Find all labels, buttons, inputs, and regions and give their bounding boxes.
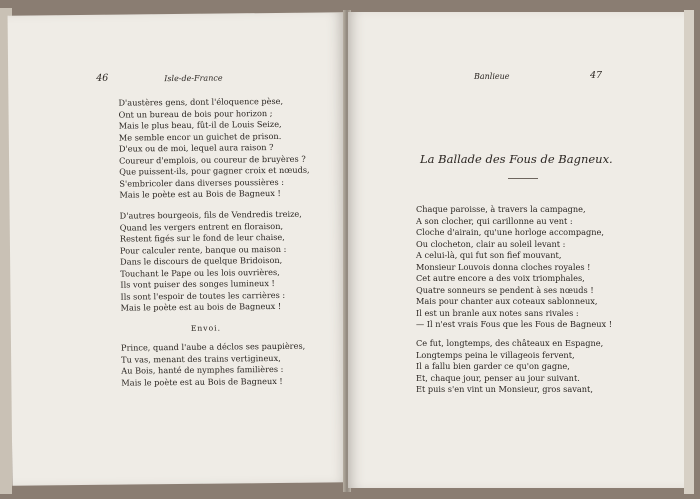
verse-line: Ou clocheton, clair au soleil levant : — [416, 238, 566, 249]
verse-line: Cet autre encore a des voix triomphales, — [416, 273, 585, 283]
verse-line: Monsieur Louvois donna cloches royales ! — [416, 261, 591, 272]
left-stanza-1 — [118, 96, 310, 201]
verse-line: Restent figés sur le fond de leur chaise, — [119, 231, 285, 244]
verse-line: Ils vont puiser des songes lumineux ! — [120, 277, 275, 290]
title-rule — [508, 178, 538, 179]
book-edge-right — [684, 10, 694, 494]
left-page — [8, 12, 349, 485]
left-running-head: Isle-de-France — [164, 73, 223, 84]
verse-line: D'austères gens, dont l'éloquence pèse, — [118, 95, 284, 108]
left-envoi — [121, 341, 306, 389]
verse-line: Ils sont l'espoir de toutes les carrières : — [120, 289, 286, 302]
verse-line: Mais le poète est au Bois de Bagneux ! — [119, 187, 281, 200]
verse-line: Ce fut, longtemps, des châteaux en Espagne, — [416, 338, 604, 348]
left-page-number: 46 — [96, 72, 109, 84]
verse-line: Dans le discours de quelque Bridoison, — [120, 254, 283, 267]
verse-line: Il a fallu bien garder ce qu'on gagne, — [416, 361, 570, 371]
verse-line: D'eux ou de moi, lequel aura raison ? — [118, 141, 274, 154]
verse-line: D'autres bourgeois, fils de Vendredis treize, — [119, 208, 302, 221]
verse-line: Coureur d'emplois, ou coureur de bruyères ? — [119, 153, 306, 166]
verse-line: Tu vas, menant des trains vertigineux, — [121, 352, 281, 365]
ballad-title: La Ballade des Fous de Bagneux. — [420, 152, 613, 166]
left-stanza-2 — [120, 209, 303, 314]
verse-line: Mais le plus beau, fût-il de Louis Seize, — [118, 118, 282, 131]
verse-line: Quand les vergers entrent en floraison, — [119, 220, 284, 233]
envoi-heading: Envoi. — [190, 323, 222, 333]
right-page — [348, 12, 684, 488]
verse-line: Et, chaque jour, penser au jour suivant. — [416, 372, 580, 383]
verse-line: Il est un branle aux notes sans rivales : — [416, 307, 579, 318]
verse-line: Au Bois, hanté de nymphes familières : — [121, 363, 284, 376]
verse-line: Chaque paroisse, à travers la campagne, — [416, 204, 586, 214]
verse-line: Me semble encor un guichet de prison. — [118, 130, 282, 143]
verse-line: Pour calculer rente, banque ou maison : — [119, 243, 287, 256]
verse-line: Cloche d'airain, qu'une horloge accompagne, — [416, 227, 604, 237]
verse-line: Mais pour chanter aux coteaux sablonneux, — [416, 296, 598, 306]
verse-line: A son clocher, qui carillonne au vent : — [416, 215, 573, 226]
right-page-number: 47 — [590, 70, 603, 81]
verse-line: Touchant le Pape ou les lois ouvrières, — [120, 266, 280, 279]
verse-line: Ont un bureau de bois pour horizon ; — [118, 107, 273, 120]
verse-line: A celui-là, qui fut son fief mouvant, — [416, 250, 562, 260]
verse-line: S'embricoler dans diverses poussières : — [119, 176, 285, 189]
verse-line: Prince, quand l'aube a déclos ses paupières, — [120, 340, 306, 353]
right-running-head: Banlieue — [474, 72, 510, 81]
right-stanza-1 — [416, 204, 612, 331]
verse-line: Mais le poète est au bois de Bagneux ! — [120, 300, 282, 313]
verse-line: Et puis s'en vint un Monsieur, gros savant, — [416, 384, 593, 394]
right-stanza-2 — [416, 338, 603, 396]
verse-line: Longtemps peina le villageois fervent, — [416, 349, 575, 360]
verse-line: Mais le poète est au Bois de Bagneux ! — [121, 375, 283, 388]
verse-line: Quatre sonneurs se pendent à ses nœuds ! — [416, 284, 594, 295]
verse-line: Que puissent-ils, pour gagner croix et nœuds, — [119, 164, 310, 177]
verse-line: — Il n'est vrais Fous que les Fous de Bagneux ! — [416, 319, 612, 329]
